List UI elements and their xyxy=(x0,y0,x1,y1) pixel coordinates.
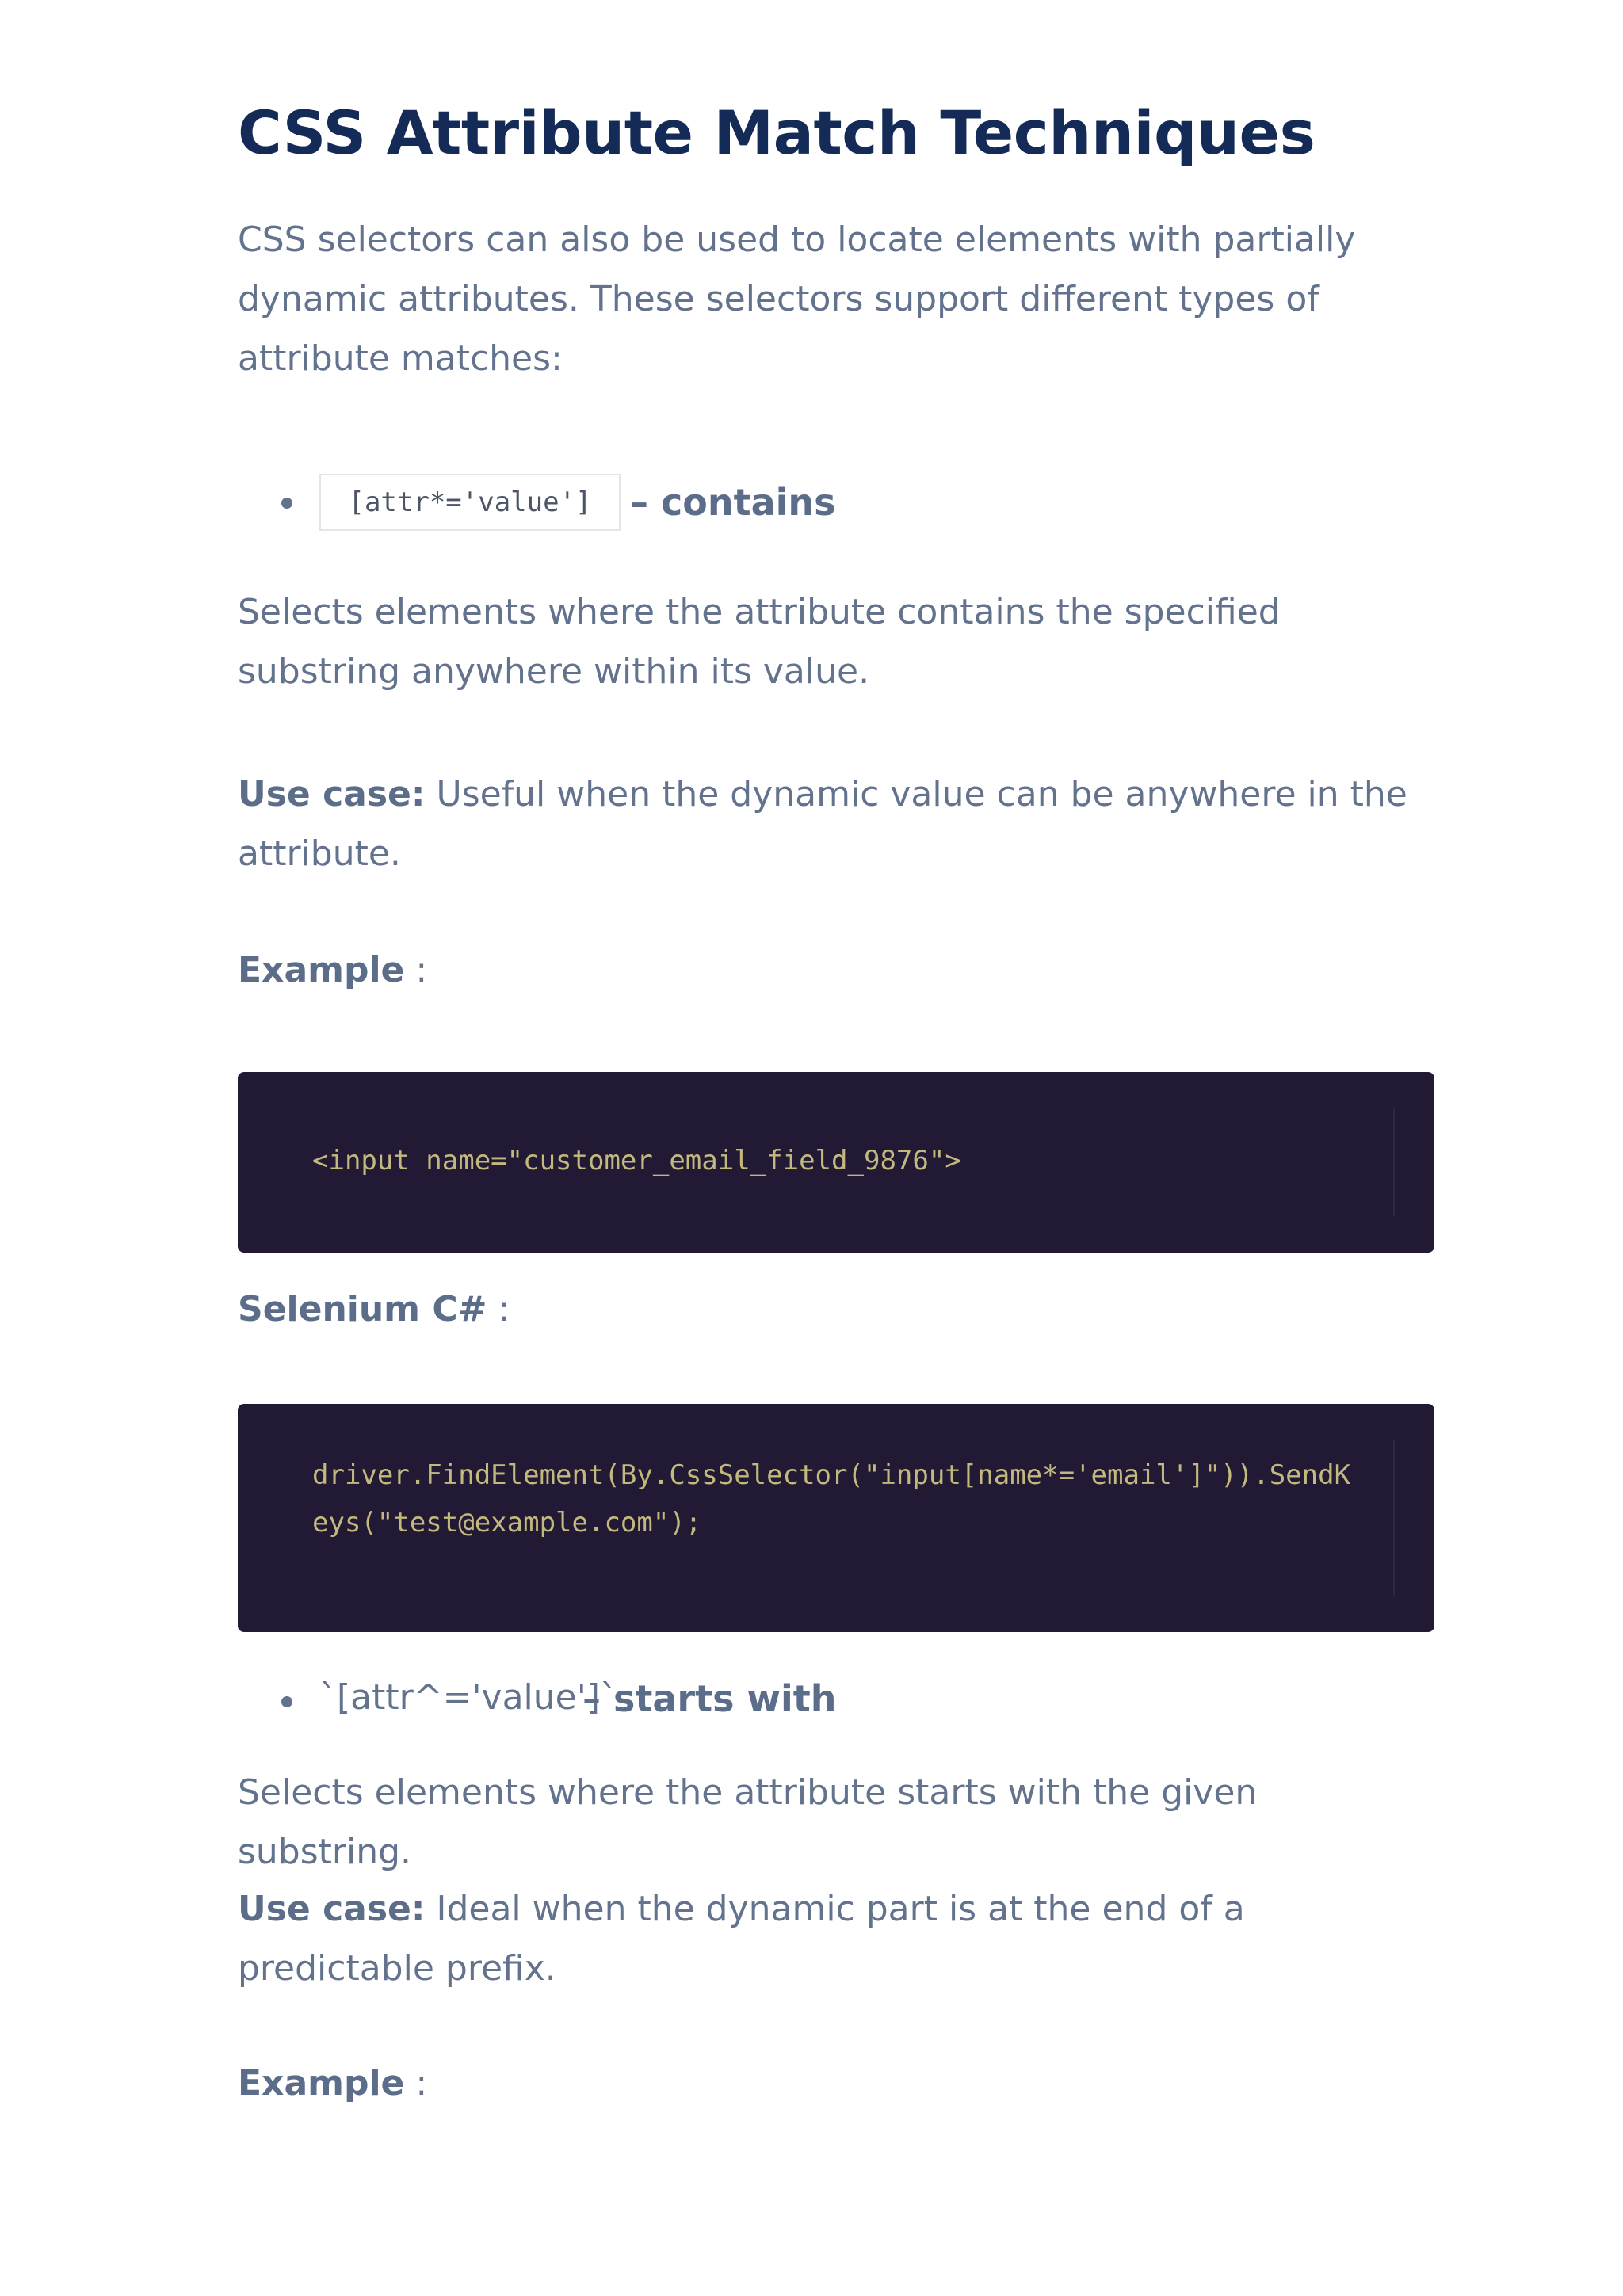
example-label: Example xyxy=(238,2063,405,2103)
use-case-paragraph xyxy=(238,1879,1434,1998)
selector-text: `[attr^='value']` xyxy=(319,1677,617,1718)
selenium-heading: Selenium C# : xyxy=(238,1289,510,1329)
example-code-block xyxy=(238,1072,1434,1253)
use-case-paragraph xyxy=(238,765,1434,883)
selenium-code: driver.FindElement(By.CssSelector("input[name*='email']")).SendKeys("test@example.com"); xyxy=(312,1459,1351,1539)
selector-code-chip: [attr*='value'] xyxy=(319,474,621,531)
use-case-label: Use case: xyxy=(238,774,426,814)
selector-label: – starts with xyxy=(582,1677,837,1720)
description-paragraph: Selects elements where the attribute contains the specified substring anywhere within its value. xyxy=(238,592,1281,692)
use-case-text: Ideal when the dynamic part is at the end of a predictable prefix. xyxy=(238,1889,1245,1989)
example-code: <input name="customer_email_field_9876"> xyxy=(312,1145,961,1177)
example-heading: Example : xyxy=(238,950,428,990)
list-item xyxy=(238,1670,1434,1733)
code-scroll-edge xyxy=(1393,1440,1395,1596)
example-label: Example xyxy=(238,950,405,990)
use-case-label: Use case: xyxy=(238,1889,426,1929)
description-paragraph: Selects elements where the attribute starts with the given substring. xyxy=(238,1772,1258,1872)
bullet-icon xyxy=(281,498,292,509)
example-heading: Example : xyxy=(238,2063,428,2103)
selenium-label: Selenium C# xyxy=(238,1289,487,1329)
intro-paragraph: CSS selectors can also be used to locate elements with partially dynamic attributes. These selectors support different types of attribute matches: xyxy=(238,219,1356,379)
selenium-code-block xyxy=(238,1404,1434,1632)
bullet-icon xyxy=(281,1696,292,1707)
use-case-text: Useful when the dynamic value can be anywhere in the attribute. xyxy=(238,774,1407,874)
selector-label: – contains xyxy=(630,481,836,524)
list-item xyxy=(238,474,1434,537)
page-title: CSS Attribute Match Techniques xyxy=(238,97,1316,168)
